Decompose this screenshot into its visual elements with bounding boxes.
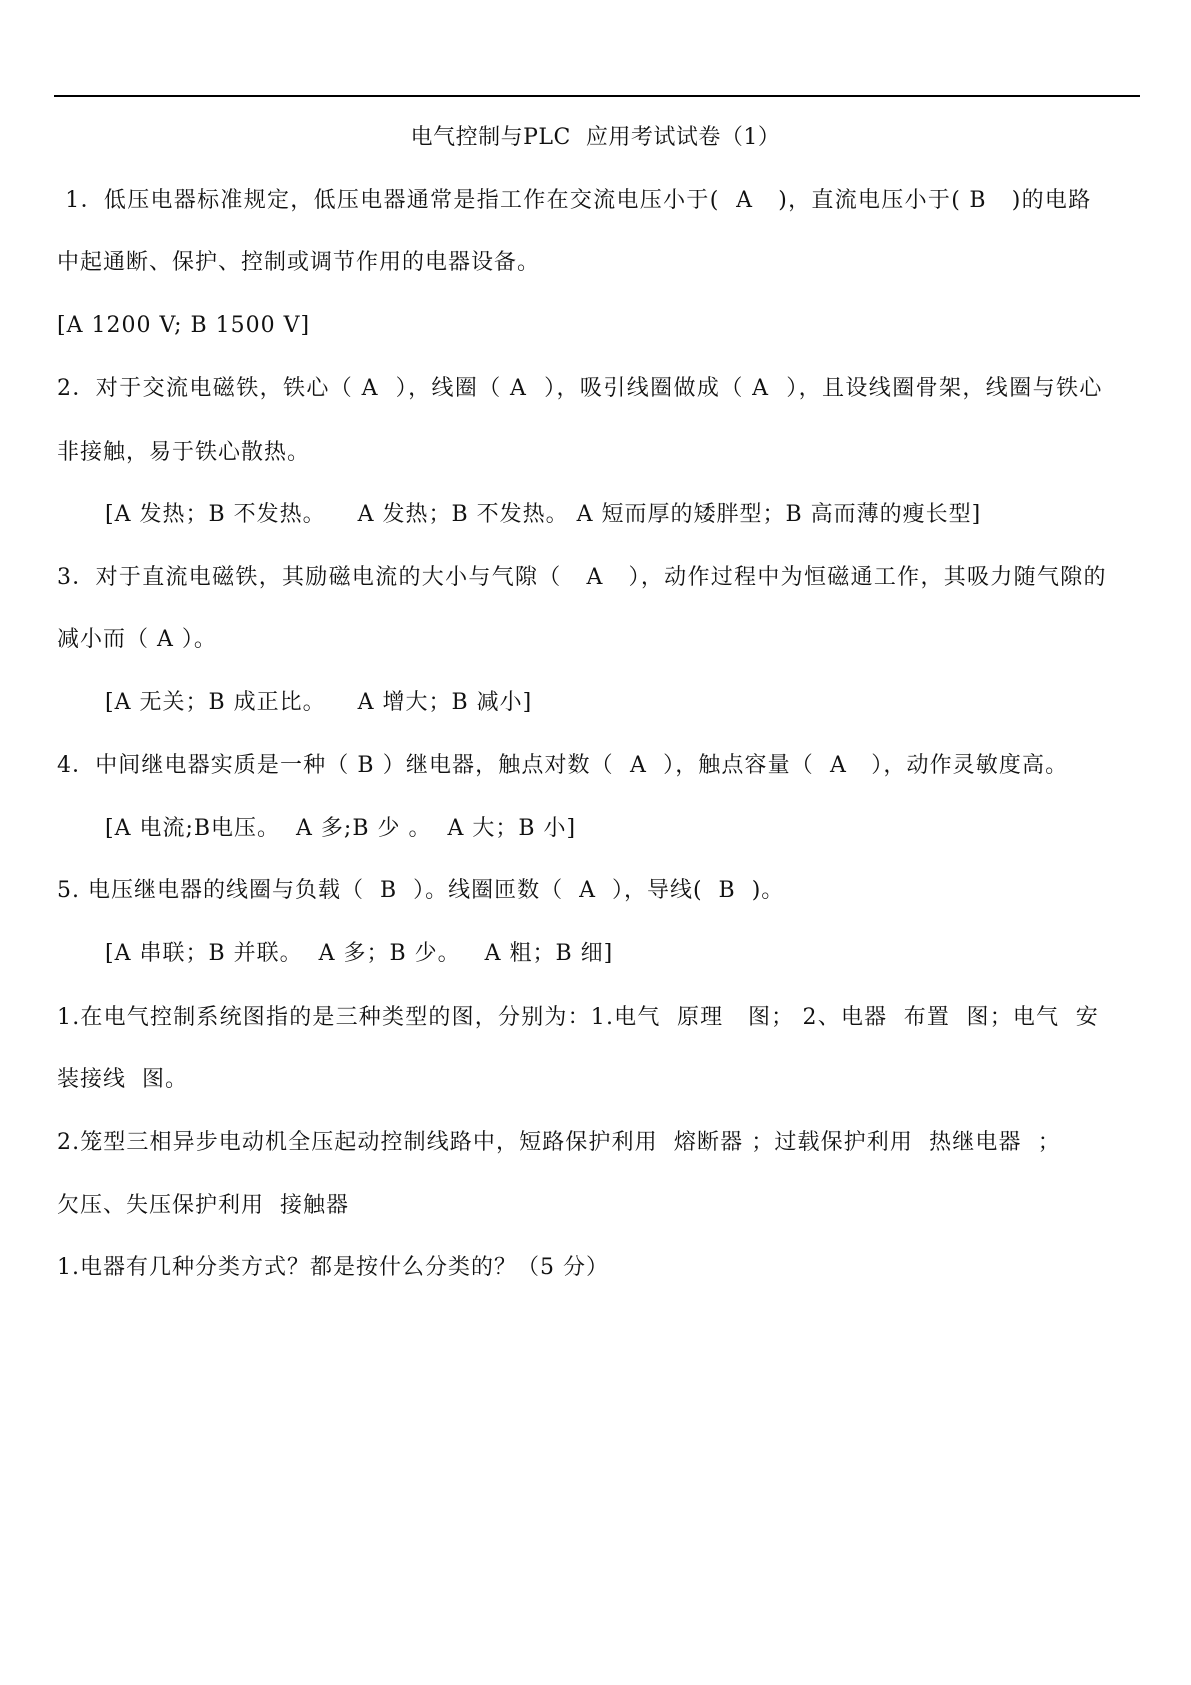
q1-stem-line-1: 1．低压电器标准规定，低压电器通常是指工作在交流电压小于( A )，直流电压小于( B )的电路 xyxy=(57,188,1092,213)
fill-2-line-1: 2.笼型三相异步电动机全压起动控制线路中，短路保护利用 熔断器 ；过载保护利用 热继电器 ； xyxy=(57,1130,1061,1155)
q3-options: [A 无关；B 成正比。 A 增大；B 减小] xyxy=(105,690,533,715)
q3-stem-line-1: 3．对于直流电磁铁，其励磁电流的大小与气隙（ A ），动作过程中为恒磁通工作，其吸力随气隙的 xyxy=(57,565,1107,590)
document-title: 电气控制与PLC 应用考试试卷（1） xyxy=(410,125,781,150)
short-answer-1: 1.电器有几种分类方式？都是按什么分类的？（5 分） xyxy=(57,1255,609,1280)
header-rule xyxy=(54,95,1140,97)
q3-stem-line-2: 减小而（ A ）。 xyxy=(57,627,217,652)
fill-1-line-2: 装接线 图。 xyxy=(57,1067,188,1092)
q5-options: [A 串联；B 并联。 A 多；B 少。 A 粗；B 细] xyxy=(105,941,614,966)
q4-stem: 4．中间继电器实质是一种（ B ）继电器，触点对数（ A ），触点容量（ A ），动作灵敏度高。 xyxy=(57,753,1069,778)
fill-2-line-2: 欠压、失压保护利用 接触器 xyxy=(57,1193,349,1218)
q4-options: [A 电流;B电压。 A 多;B 少 。 A 大；B 小] xyxy=(105,816,577,841)
q2-stem-line-1: 2．对于交流电磁铁，铁心（ A ），线圈（ A ），吸引线圈做成（ A ），且设线圈骨架，线圈与铁心 xyxy=(57,376,1103,401)
q1-options: [A 1200 V; B 1500 V] xyxy=(57,313,311,338)
q1-stem-line-2: 中起通断、保护、控制或调节作用的电器设备。 xyxy=(57,250,541,275)
q5-stem: 5. 电压继电器的线圈与负载（ B ）。线圈匝数（ A ），导线( B )。 xyxy=(57,878,785,903)
fill-1-line-1: 1.在电气控制系统图指的是三种类型的图，分别为：1.电气 原理 图； 2、电器 布置 图；电气 安 xyxy=(57,1005,1099,1030)
q2-options: [A 发热；B 不发热。 A 发热；B 不发热。 A 短而厚的矮胖型；B 高而薄的瘦长型] xyxy=(105,502,982,527)
q2-stem-line-2: 非接触，易于铁心散热。 xyxy=(57,440,311,465)
